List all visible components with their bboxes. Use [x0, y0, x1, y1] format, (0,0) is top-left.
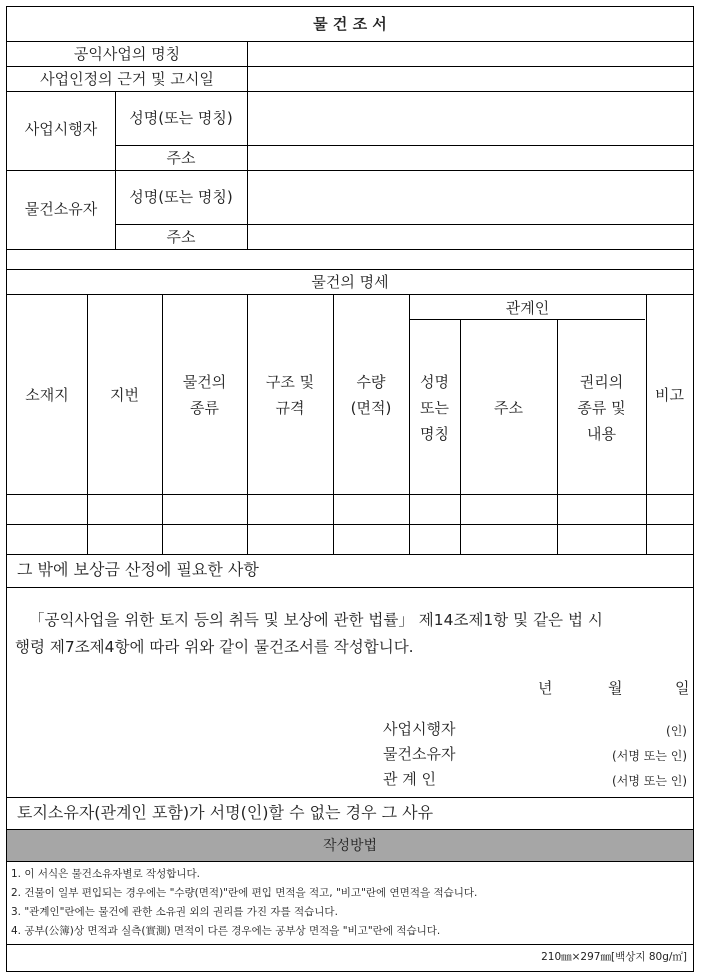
signature-owner-mark: (서명 또는 인): [612, 749, 687, 763]
col-quantity-line1: 수량: [356, 373, 386, 391]
details-section-title: 물건의 명세: [311, 273, 389, 291]
rule: [7, 294, 693, 295]
rule: [87, 294, 88, 554]
signature-owner-role: 물건소유자: [383, 745, 456, 763]
rule: [7, 524, 693, 525]
col-kind-line1: 물건의: [182, 373, 227, 391]
rule: [409, 294, 410, 554]
rule: [7, 494, 693, 495]
col-related-address: 주소: [494, 399, 523, 417]
rule: [7, 797, 693, 798]
other-matters-label: 그 밖에 보상금 산정에 필요한 사항: [17, 560, 259, 579]
rule: [7, 91, 693, 92]
col-remarks: 비고: [655, 386, 684, 404]
instruction-item: 1. 이 서식은 물건소유자별로 작성합니다.: [11, 868, 200, 880]
rule: [7, 66, 693, 67]
instruction-item: 4. 공부(公簿)상 면적과 실측(實測) 면적이 다른 경우에는 공부상 면적을 "비고"란에 적습니다.: [11, 925, 441, 937]
signature-operator-mark: (인): [666, 724, 687, 738]
related-party-group-header: 관계인: [505, 299, 550, 317]
date-day: 일: [675, 679, 690, 697]
operator-address-label: 주소: [166, 149, 196, 167]
col-lot: 지번: [110, 386, 139, 404]
owner-address-label: 주소: [166, 228, 196, 246]
rule: [247, 294, 248, 554]
paper-spec: 210㎜×297㎜[백상지 80g/㎡]: [541, 951, 687, 963]
col-kind-line2: 종류: [190, 399, 219, 417]
rule: [7, 554, 693, 555]
col-related-name-line3: 명칭: [420, 425, 449, 443]
rule: [409, 319, 645, 320]
col-structure-line1: 구조 및: [265, 373, 315, 391]
declaration-line2: 행령 제7조제4항에 따라 위와 같이 물건조서를 작성합니다.: [15, 638, 414, 656]
rule: [7, 269, 693, 270]
rule: [333, 294, 334, 554]
instructions-header: 작성방법: [322, 838, 378, 854]
rule: [7, 170, 693, 171]
instructions-header-bar: [7, 830, 693, 861]
goods-survey-form: [6, 6, 694, 972]
rule: [162, 294, 163, 554]
rule: [646, 294, 647, 554]
operator-label: 사업시행자: [24, 120, 98, 138]
col-location: 소재지: [25, 386, 69, 404]
rule: [7, 249, 693, 250]
basis-notice-label: 사업인정의 근거 및 고시일: [40, 70, 214, 88]
rule: [115, 224, 693, 225]
declaration-line1: 「공익사업을 위한 토지 등의 취득 및 보상에 관한 법률」 제14조제1항 및 같은 법 시: [29, 611, 603, 629]
rule: [115, 145, 693, 146]
owner-name-label: 성명(또는 명칭): [129, 188, 233, 206]
date-month: 월: [608, 679, 623, 697]
signature-related-mark: (서명 또는 인): [612, 774, 687, 788]
form-title: 물 건 조 서: [313, 15, 387, 33]
col-right-line1: 권리의: [579, 373, 624, 391]
col-right-line2: 종류 및: [577, 399, 626, 417]
col-quantity-line2: (면적): [350, 399, 392, 417]
rule: [460, 319, 461, 554]
project-name-label: 공익사업의 명칭: [73, 45, 181, 63]
col-related-name-line1: 성명: [420, 373, 449, 391]
col-right-line3: 내용: [587, 425, 616, 443]
operator-name-label: 성명(또는 명칭): [129, 109, 233, 127]
col-related-name-line2: 또는: [420, 399, 449, 417]
rule: [7, 587, 693, 588]
date-year: 년: [538, 679, 553, 697]
signature-operator-role: 사업시행자: [383, 720, 456, 738]
rule: [7, 861, 693, 862]
signature-related-role: 관 계 인: [383, 770, 437, 788]
instruction-item: 3. "관계인"란에는 물건에 관한 소유권 외의 권리를 가진 자를 적습니다.: [11, 906, 338, 918]
instruction-item: 2. 건물이 일부 편입되는 경우에는 "수량(면적)"란에 편입 면적을 적고, "비고"란에 연면적을 적습니다.: [11, 887, 478, 899]
rule: [247, 41, 248, 249]
rule: [7, 944, 693, 945]
rule: [7, 41, 693, 42]
col-structure-line2: 규격: [275, 399, 305, 417]
unable-reason-label: 토지소유자(관계인 포함)가 서명(인)할 수 없는 경우 그 사유: [17, 803, 434, 822]
owner-label: 물건소유자: [24, 200, 98, 218]
